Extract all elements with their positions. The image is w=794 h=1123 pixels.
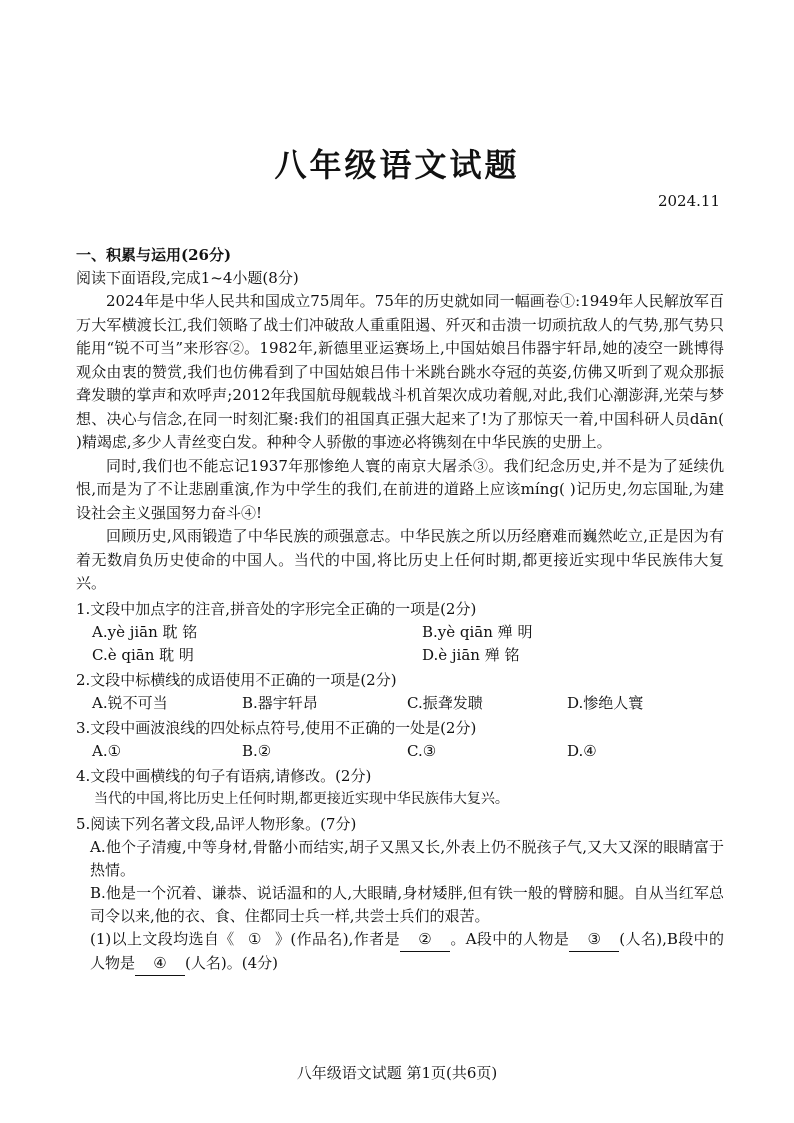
blank-4[interactable]: ④: [135, 952, 185, 976]
page-title: 八年级语文试题: [274, 146, 520, 184]
option-d[interactable]: D.惨绝人寰: [567, 693, 644, 712]
option-c[interactable]: C.振聋发聩: [407, 693, 483, 712]
option-b[interactable]: B.②: [242, 741, 272, 760]
question-4: [76, 765, 724, 811]
option-b[interactable]: B.yè qiān 殚 明: [422, 622, 533, 641]
question-1: [76, 598, 724, 667]
question-1-options: [76, 621, 724, 667]
page-footer: 八年级语文试题 第1页(共6页): [296, 1064, 498, 1082]
section-heading: 一、积累与运用(26分): [76, 246, 232, 264]
option-d[interactable]: D.è jiān 殚 铭: [422, 645, 520, 664]
option-a[interactable]: A.yè jiān 耽 铭: [92, 622, 198, 641]
question-2-stem: 2.文段中标横线的成语使用不正确的一项是(2分): [76, 670, 397, 689]
question-3: [76, 717, 724, 763]
exam-date: 2024.11: [657, 192, 720, 210]
excerpt-b: B.他是一个沉着、谦恭、说话温和的人,大眼睛,身材矮胖,但有铁一般的臂膀和腿。自从当红军总司令以来,他的衣、食、住都同士兵一样,共尝士兵们的艰苦。: [90, 883, 724, 925]
question-3-stem: 3.文段中画波浪线的四处标点符号,使用不正确的一处是(2分): [76, 718, 477, 737]
excerpt-a: A.他个子清瘦,中等身材,骨骼小而结实,胡子又黑又长,外表上仍不脱孩子气,又大又深的眼睛富于热情。: [90, 837, 724, 879]
sub-1-text-d: (人名),B段中的人物是: [90, 929, 724, 972]
question-4-answer: 当代的中国,将比历史上任何时期,都更接近实现中华民族伟大复兴。: [94, 790, 509, 807]
option-a[interactable]: A.①: [92, 741, 122, 760]
blank-3[interactable]: ③: [569, 928, 619, 952]
question-5-stem: 5.阅读下列名著文段,品评人物形象。(7分): [76, 814, 357, 833]
option-a[interactable]: A.锐不可当: [92, 693, 168, 712]
passage-paragraph-3: 回顾历史,风雨锻造了中华民族的顽强意志。中华民族之所以历经磨难而巍然屹立,正是因为有着无数肩负历史使命的中国人。当代的中国,将比历史上任何时期,都更接近实现中华民族伟大复兴。: [76, 527, 724, 592]
section-intro: 阅读下面语段,完成1~4小题(8分): [76, 269, 299, 287]
question-2: [76, 669, 724, 715]
option-c[interactable]: C.è qiān 耽 明: [92, 645, 194, 664]
question-1-stem: 1.文段中加点字的注音,拼音处的字形完全正确的一项是(2分): [76, 599, 477, 618]
question-4-stem: 4.文段中画横线的句子有语病,请修改。(2分): [76, 766, 372, 785]
sub-1-text-c: 。A段中的人物是: [449, 929, 570, 948]
option-c[interactable]: C.③: [407, 741, 437, 760]
sub-1-text-e: (人名)。(4分): [185, 953, 278, 972]
sub-1-text-b: 》(作品名),作者是: [274, 929, 400, 948]
question-5-sub-1: [76, 928, 724, 976]
sub-1-text-a: (1)以上文段均选自《: [90, 929, 235, 948]
blank-1[interactable]: ①: [247, 929, 262, 948]
question-2-options: [76, 692, 724, 715]
passage-paragraph-2: 同时,我们也不能忘记1937年那惨绝人寰的南京大屠杀③。我们纪念历史,并不是为了延续仇恨,而是为了不让悲剧重演,作为中学生的我们,在前进的道路上应该míng( )记历史,勿忘国耻,为建设社会主义强国努力奋斗④!: [76, 456, 724, 522]
passage-paragraph-1: 2024年是中华人民共和国成立75周年。75年的历史就如同一幅画卷①:1949年人民解放军百万大军横渡长江,我们领略了战士们冲破敌人重重阻遏、歼灭和击溃一切顽抗敌人的气势,那气势只能用“锐不可当”来形容②。1982年,新德里亚运赛场上,中国姑娘吕伟器宇轩昂,她的凌空一跳博得观众由衷的赞赏,我们也仿佛看到了中国姑娘吕伟十米跳台跳水夺冠的英姿,仿佛又听到了观众那振聋发聩的掌声和欢呼声;2012年我国航母舰载战斗机首架次成功着舰,对此,我们心潮澎湃,光荣与梦想、决心与信念,在同一时刻汇聚:我们的祖国真正强大起来了!为了那惊天一着,中国科研人员dān( )精竭虑,多少人青丝变白发。种种令人骄傲的事迹必将镌刻在中华民族的史册上。: [76, 292, 724, 451]
blank-2[interactable]: ②: [400, 928, 450, 952]
exam-content: [76, 244, 724, 976]
option-b[interactable]: B.器宇轩昂: [242, 693, 318, 712]
option-d[interactable]: D.④: [567, 741, 597, 760]
question-5: [76, 813, 724, 976]
question-3-options: [76, 740, 724, 763]
